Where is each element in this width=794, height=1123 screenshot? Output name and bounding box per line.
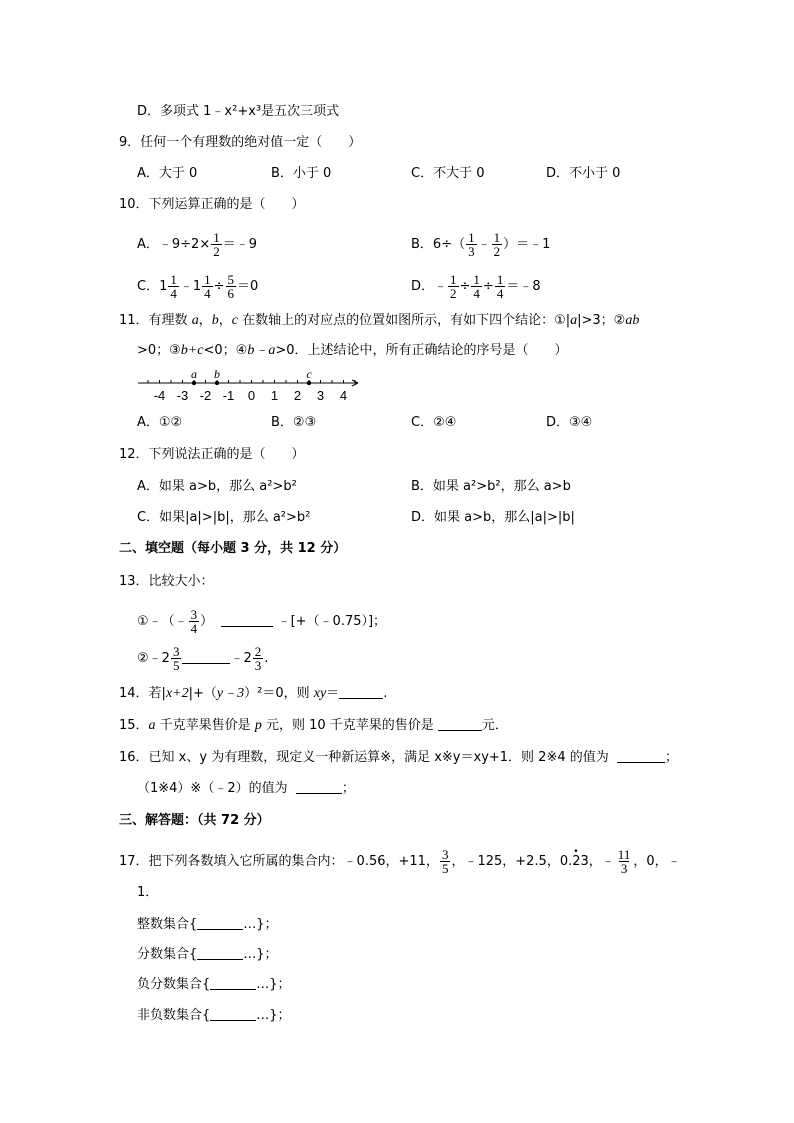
number-line-tick-label: 4	[339, 388, 348, 403]
fraction-denominator: 6	[227, 286, 235, 301]
q11-option-d: D．③④	[546, 415, 593, 430]
q13-part-2	[137, 645, 268, 672]
answer-blank[interactable]	[617, 762, 665, 763]
q9-option-d: D．不小于 0	[546, 166, 621, 181]
q15-text1: 千克苹果售价是	[155, 718, 255, 733]
q10-option-b	[411, 231, 550, 258]
q13-ii-mid: ﹣2	[230, 651, 252, 666]
fraction-numerator: 3	[441, 847, 449, 862]
q11-option-c: C．②④	[411, 415, 457, 430]
q15-text2: 元，则 10 千克苹果的售价是	[261, 718, 438, 733]
repeating-decimal: • 23	[572, 854, 589, 870]
sep: ，	[218, 313, 232, 328]
q12-option-a: A．如果 a>b，那么 a²>b²	[137, 479, 297, 494]
q10-b-post: ）＝﹣1	[503, 237, 551, 252]
number-line-tick-label: 3	[316, 388, 325, 403]
fraction-denominator: 4	[496, 286, 504, 301]
sep: ，	[198, 313, 212, 328]
q11-l1a: 11．有理数	[119, 313, 192, 328]
q10-c-pre: C．1	[137, 279, 168, 294]
q13-ii-post: .	[264, 651, 269, 666]
fraction-denominator: 3	[254, 658, 262, 673]
q17-text1: 17．把下列各数填入它所属的集合内：﹣0.56，+11，	[119, 854, 439, 869]
q14-mid2: ）²＝0，则	[244, 686, 314, 701]
fraction	[492, 231, 503, 258]
set-label: 整数集合{	[137, 917, 198, 932]
fraction-denominator: 2	[493, 244, 501, 259]
set-label: 非负数集合{	[137, 1008, 211, 1023]
number-line-point-label: c	[306, 368, 312, 381]
q13-stem: 13．比较大小：	[119, 574, 214, 589]
q16-text2: （1※4）※（﹣2）的值为	[137, 781, 288, 796]
q11-stem-line2	[137, 343, 568, 359]
var-ab: ab	[625, 313, 640, 328]
number-line-tick-label: -4	[153, 388, 166, 403]
answer-blank[interactable]	[210, 989, 256, 990]
q11-l1d: |>3；②	[577, 313, 626, 328]
q11-stem-line1	[119, 313, 639, 329]
q10-option-a	[137, 231, 257, 258]
number-line-labels	[154, 388, 347, 403]
q10-c-mid1: ﹣1	[179, 279, 202, 294]
set-tail: …}；	[256, 977, 291, 992]
fraction-denominator: 4	[204, 286, 211, 301]
fraction-denominator: 4	[170, 286, 177, 301]
q12-stem: 12．下列说法正确的是（ ）	[119, 447, 305, 462]
fraction-numerator: 1	[493, 230, 501, 245]
fraction-numerator: 3	[190, 607, 198, 622]
fraction-numerator: 1	[473, 272, 480, 287]
q9-stem: 9．任何一个有理数的绝对值一定（ ）	[119, 135, 362, 150]
q11-l1b: 在数轴上的对应点的位置如图所示，有如下四个结论：①|	[237, 313, 571, 328]
fraction-denominator: 3	[620, 861, 628, 876]
set-tail: …}；	[256, 1008, 291, 1023]
q11-l2c: <0；④	[203, 343, 248, 358]
q10-stem: 10．下列运算正确的是（ ）	[119, 197, 305, 212]
var-a: a	[148, 718, 156, 733]
q10-b-mid: ﹣	[477, 237, 491, 252]
set-label: 负分数集合{	[137, 977, 211, 992]
number-line-point	[215, 381, 219, 385]
q13-ii-pre: ②﹣2	[137, 651, 170, 666]
answer-blank[interactable]	[197, 959, 243, 960]
set-tail: …}；	[243, 917, 278, 932]
q10-c-mid2: ÷	[213, 279, 225, 294]
answer-blank[interactable]	[221, 626, 273, 627]
fraction-denominator: 2	[450, 286, 457, 301]
q11-option-b: B．②③	[271, 415, 317, 430]
q15-text3: 元．	[481, 718, 508, 733]
q17-end: ，0，﹣	[633, 854, 681, 869]
fraction	[171, 645, 182, 672]
q10-a-post: ＝﹣9	[222, 237, 258, 252]
q10-d-m2: ÷	[482, 279, 494, 294]
q15	[119, 718, 508, 734]
fraction	[616, 848, 633, 875]
expr-x-plus-2: x+2	[165, 686, 189, 701]
q16-text1: 16．已知 x、y 为有理数，现定义一种新运算※，满足 x※y＝xy+1．则 2※4 的值为	[119, 750, 609, 765]
fraction-numerator: 3	[172, 644, 180, 659]
q10-option-d	[411, 273, 541, 300]
q13-i-mid: ）	[200, 614, 214, 629]
fraction	[211, 231, 222, 258]
number-line-point	[192, 381, 196, 385]
expr-b-minus-a: b﹣a	[247, 343, 276, 358]
q16-end1: ；	[665, 750, 679, 765]
q14: 14．若|x+2|+（y﹣3）²＝0，则 xy＝ .	[119, 686, 388, 701]
q10-d-post: ＝﹣8	[506, 279, 541, 294]
q17-mid: ，﹣125，+2.5，0.	[451, 854, 573, 869]
expr-b-plus-c: b+c	[180, 343, 204, 358]
q10-d-pre: D．﹣	[411, 279, 448, 294]
q16-line1	[119, 750, 678, 766]
q12-option-c: C．如果|a|>|b|，那么 a²>b²	[137, 510, 311, 525]
q13-part-1	[137, 608, 386, 635]
fraction-denominator: 5	[172, 658, 180, 673]
fraction-numerator: 1	[213, 230, 220, 245]
number-line-tick-label: -2	[199, 388, 212, 403]
answer-blank[interactable]	[197, 929, 243, 930]
set-integers	[137, 917, 278, 933]
answer-blank[interactable]	[339, 698, 383, 699]
answer-blank[interactable]	[182, 663, 230, 664]
set-tail: …}；	[243, 947, 278, 962]
number-line	[134, 368, 366, 404]
set-non-negative	[137, 1008, 291, 1024]
q10-a-pre: A．﹣9÷2×	[137, 237, 211, 252]
q14-pre: 14．若|	[119, 686, 166, 701]
q9-option-a: A．大于 0	[137, 166, 198, 181]
q14-mid: |+（	[188, 686, 217, 701]
q12-option-b: B．如果 a²>b²，那么 a>b	[411, 479, 571, 494]
q16-end2: ；	[341, 781, 355, 796]
q11-l2e: >0．上述结论中，所有正确结论的序号是（ ）	[275, 343, 568, 358]
q12-option-d: D．如果 a>b，那么|a|>|b|	[411, 510, 575, 525]
q16-line2	[137, 781, 355, 797]
fraction-numerator: 1	[450, 272, 457, 287]
number-line-tick-label: -1	[222, 388, 235, 403]
q10-c-post: ＝0	[237, 279, 259, 294]
number-line-point	[307, 381, 311, 385]
section-heading-solve: 三、解答题：（共 72 分）	[119, 813, 270, 828]
fraction-denominator: 5	[441, 861, 449, 876]
q9-option-c: C．不大于 0	[411, 166, 485, 181]
q9-option-b: B．小于 0	[271, 166, 332, 181]
fraction-numerator: 11	[617, 847, 631, 862]
answer-blank[interactable]	[296, 793, 342, 794]
fraction-numerator: 1	[204, 272, 211, 287]
number-line-tick-label: -3	[176, 388, 189, 403]
fraction	[448, 273, 459, 300]
q10-b-pre: B．6÷（	[411, 237, 466, 252]
fraction	[466, 231, 477, 258]
expr-y-minus-3: y﹣3	[216, 686, 245, 701]
var-c: c	[231, 313, 238, 328]
fraction	[202, 273, 213, 300]
fraction-numerator: 2	[254, 644, 262, 659]
fraction-numerator: 1	[496, 272, 504, 287]
q17-line2: 1．	[137, 885, 159, 900]
q10-option-c	[137, 273, 258, 300]
number-line-tick-label: 1	[270, 388, 279, 403]
fraction	[471, 273, 482, 300]
var-a: a	[570, 313, 578, 328]
q11-option-a: A．①②	[137, 415, 183, 430]
number-line-point-label: a	[191, 368, 197, 381]
fraction-numerator: 1	[468, 230, 475, 245]
fraction-denominator: 4	[190, 621, 198, 636]
number-line-tick-label: 0	[247, 388, 256, 403]
set-label: 分数集合{	[137, 947, 198, 962]
q17-line1	[119, 848, 681, 875]
q17-mid2: ，﹣	[588, 854, 615, 869]
fraction-denominator: 3	[468, 244, 475, 259]
q13-i-post: ﹣[+（﹣0.75）]；	[277, 614, 387, 629]
fraction	[189, 608, 200, 635]
q13-i-pre: ①﹣（﹣	[137, 614, 188, 629]
fraction-numerator: 5	[227, 272, 235, 287]
q14-post: ＝	[326, 686, 340, 701]
section-heading-fill-in: 二、填空题（每小题 3 分，共 12 分）	[119, 541, 347, 556]
set-negative-fractions	[137, 977, 291, 993]
fraction	[226, 273, 237, 300]
number-line-tick-label: 2	[293, 388, 302, 403]
fraction	[168, 273, 179, 300]
var-a: a	[191, 313, 199, 328]
answer-blank[interactable]	[210, 1020, 256, 1021]
fraction-denominator: 4	[473, 286, 480, 301]
fraction	[495, 273, 506, 300]
q15-num: 15．	[119, 718, 149, 733]
var-b: b	[211, 313, 219, 328]
fraction	[440, 848, 451, 875]
number-line-point-label: b	[214, 368, 220, 381]
fraction-denominator: 2	[213, 244, 220, 259]
fraction-numerator: 1	[170, 272, 177, 287]
q8-option-d	[137, 104, 339, 120]
var-p: p	[254, 718, 262, 733]
expr-xy: xy	[313, 686, 327, 701]
set-fractions	[137, 947, 278, 963]
fraction	[253, 645, 264, 672]
answer-blank[interactable]	[438, 730, 482, 731]
q11-l2a: >0；③	[137, 343, 181, 358]
q10-d-m1: ÷	[459, 279, 471, 294]
q8-option-d-text: D．多项式 1﹣x²+x³是五次三项式	[137, 104, 340, 119]
